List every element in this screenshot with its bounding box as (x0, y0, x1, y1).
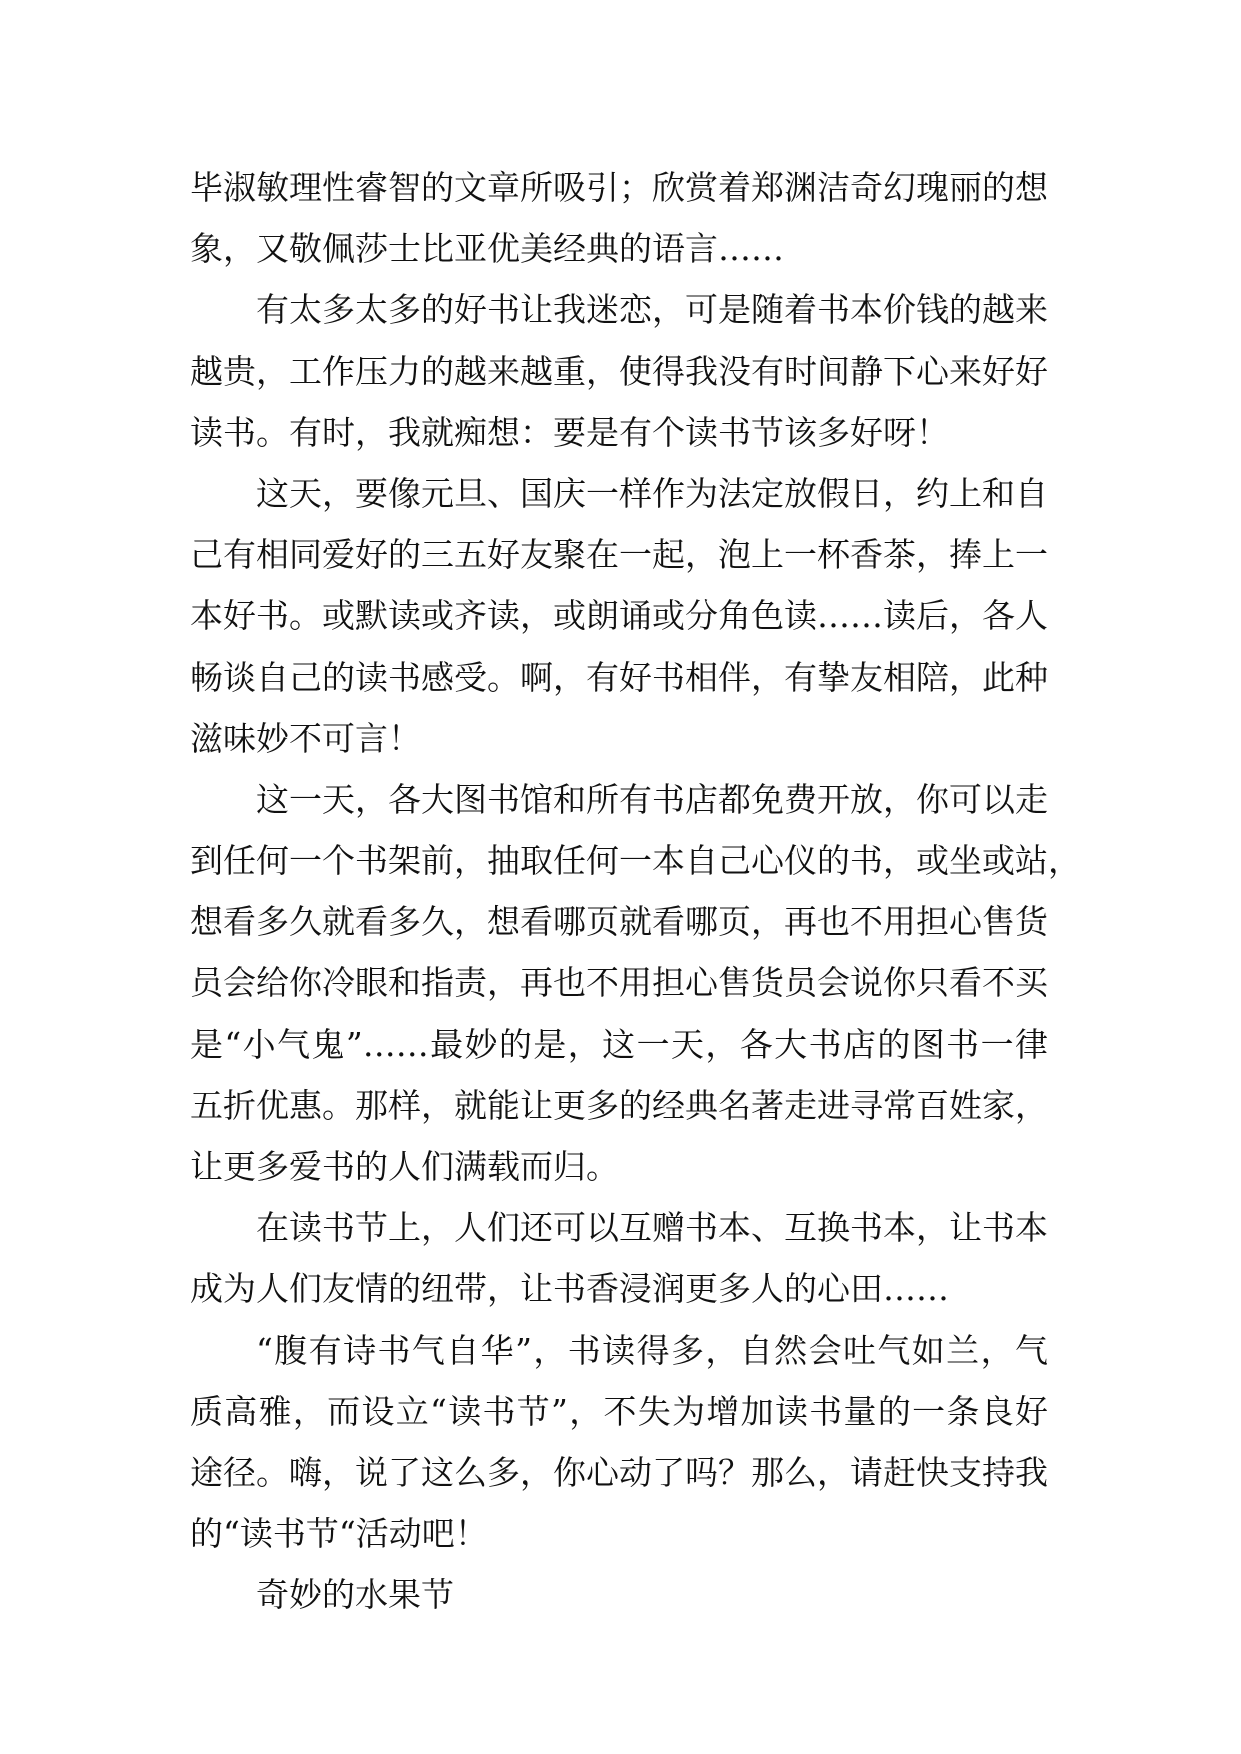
text-line: 读书。有时，我就痴想：要是有个读书节该多好呀！ (190, 412, 949, 452)
text-line: 本好书。或默读或齐读，或朗诵或分角色读……读后，各人 (190, 596, 1048, 636)
text-line: 这天，要像元旦、国庆一样作为法定放假日，约上和自 (256, 473, 1048, 513)
text-line: 质高雅，而设立“读书节”，不失为增加读书量的一条良好 (190, 1391, 1048, 1431)
text-line: 成为人们友情的纽带，让书香浸润更多人的心田…… (190, 1269, 949, 1309)
document-body (190, 157, 1081, 1626)
text-line: 途径。嗨，说了这么多，你心动了吗？那么，请赶快支持我 (190, 1452, 1048, 1492)
document-page (190, 157, 1081, 1626)
text-line: 有太多太多的好书让我迷恋，可是随着书本价钱的越来 (256, 290, 1048, 330)
text-line: 让更多爱书的人们满载而归。 (190, 1147, 619, 1186)
text-line: 的“读书节“活动吧！ (190, 1514, 488, 1554)
text-line: 己有相同爱好的三五好友聚在一起，泡上一杯香茶，捧上一 (190, 535, 1048, 575)
text-line: 滋味妙不可言！ (190, 718, 421, 758)
text-line: 奇妙的水果节 (256, 1575, 454, 1615)
text-line: 畅谈自己的读书感受。啊，有好书相伴，有挚友相陪，此种 (190, 657, 1048, 697)
text-line: 五折优惠。那样，就能让更多的经典名著走进寻常百姓家， (190, 1085, 1048, 1125)
text-line: 越贵，工作压力的越来越重，使得我没有时间静下心来好好 (190, 351, 1048, 391)
text-line: 到任何一个书架前，抽取任何一本自己心仪的书，或坐或站， (190, 841, 1081, 881)
text-line: “腹有诗书气自华”，书读得多，自然会吐气如兰，气 (256, 1330, 1048, 1370)
text-line: 在读书节上，人们还可以互赠书本、互换书本，让书本 (256, 1208, 1048, 1248)
text-line: 想看多久就看多久，想看哪页就看哪页，再也不用担心售货 (190, 902, 1048, 942)
text-line: 员会给你冷眼和指责，再也不用担心售货员会说你只看不买 (190, 963, 1048, 1003)
text-line: 这一天，各大图书馆和所有书店都免费开放，你可以走 (256, 779, 1048, 819)
text-line: 毕淑敏理性睿智的文章所吸引；欣赏着郑渊洁奇幻瑰丽的想 (190, 168, 1048, 207)
text-line: 是“小气鬼”……最妙的是，这一天，各大书店的图书一律 (190, 1024, 1048, 1064)
text-line: 象，又敬佩莎士比亚优美经典的语言…… (190, 229, 784, 269)
